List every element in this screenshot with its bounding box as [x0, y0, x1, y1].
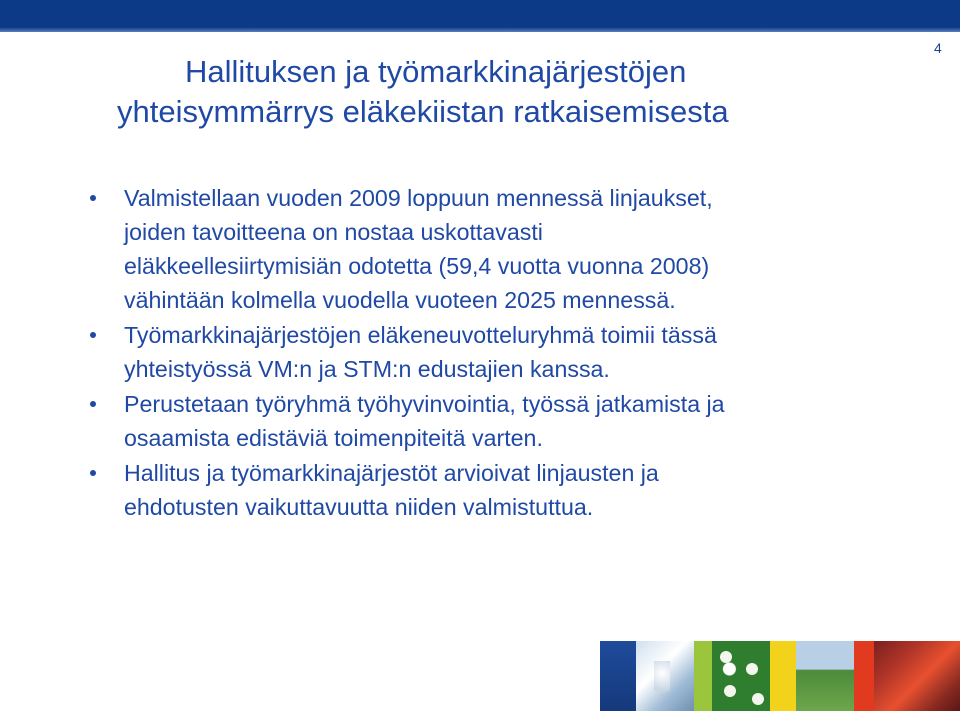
bullet-item: [88, 456, 908, 524]
bullet-line: osaamista edistäviä toimenpiteitä varten.: [124, 425, 543, 451]
field-landscape-photo: [796, 641, 854, 711]
bullet-line: Perustetaan työryhmä työhyvinvointia, työssä jatkamista ja: [124, 391, 725, 417]
yellow-tile: [770, 641, 796, 711]
photo-strip: [600, 641, 960, 711]
bullet-line: Valmistellaan vuoden 2009 loppuun mennessä linjaukset,: [124, 185, 713, 211]
winter-trees-photo: [636, 641, 694, 711]
bullet-line: joiden tavoitteena on nostaa uskottavasti: [124, 219, 543, 245]
blue-tile: [600, 641, 636, 711]
autumn-leaves-photo: [874, 641, 960, 711]
bullet-line: eläkkeellesiirtymisiän odotetta (59,4 vuotta vuonna 2008): [124, 253, 710, 279]
bullet-item: [88, 387, 908, 455]
bullet-dot-icon: [90, 332, 96, 338]
bullet-dot-icon: [90, 195, 96, 201]
bullet-line: Hallitus ja työmarkkinajärjestöt arvioivat linjausten ja: [124, 460, 659, 486]
bullet-dot-icon: [90, 470, 96, 476]
white-flowers-photo: [712, 641, 770, 711]
green-tile: [694, 641, 712, 711]
bullet-dot-icon: [90, 401, 96, 407]
title-line: yhteisymmärrys eläkekiistan ratkaisemisesta: [117, 94, 729, 129]
bullet-line: yhteistyössä VM:n ja STM:n edustajien kanssa.: [124, 356, 610, 382]
bullet-line: ehdotusten vaikuttavuutta niiden valmistuttua.: [124, 494, 594, 520]
top-banner: [0, 0, 960, 32]
bullet-line: vähintään kolmella vuodella vuoteen 2025 mennessä.: [124, 287, 676, 313]
red-tile: [854, 641, 874, 711]
title-line: Hallituksen ja työmarkkinajärjestöjen: [185, 54, 687, 89]
bullet-item: [88, 318, 908, 386]
bullet-line: Työmarkkinajärjestöjen eläkeneuvotteluryhmä toimii tässä: [124, 322, 717, 348]
bullet-item: [88, 181, 908, 317]
page-number: 4: [934, 40, 942, 56]
slide-title: [117, 52, 877, 132]
bullet-list: [88, 181, 908, 525]
